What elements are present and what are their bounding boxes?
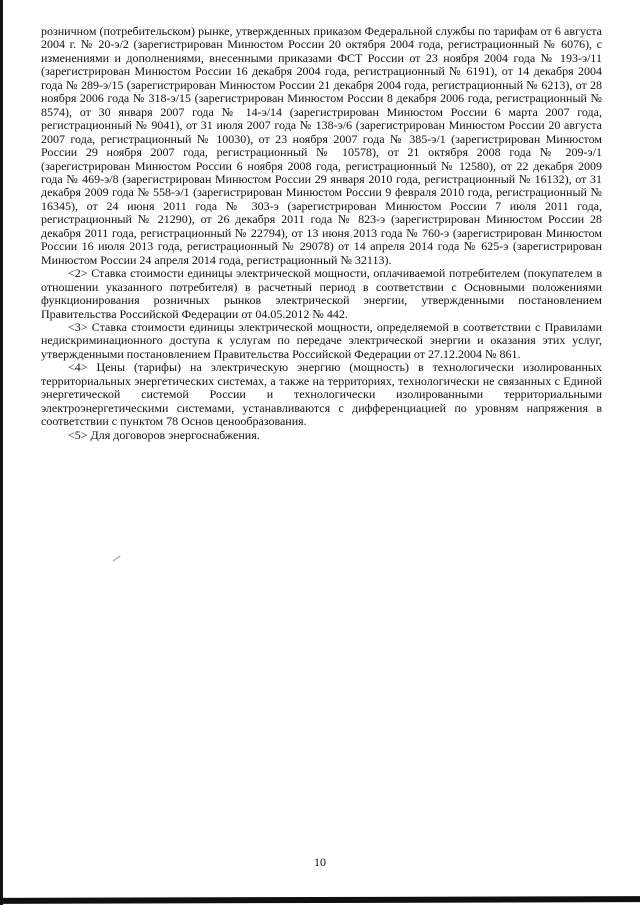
scan-artifact <box>113 556 121 562</box>
paragraph: <5> Для договоров энергоснабжения. <box>68 427 260 442</box>
scan-edge-left <box>0 0 3 905</box>
scan-edge-bottom <box>0 896 640 904</box>
page-number: 10 <box>314 855 326 869</box>
paragraph: розничном (потребительском) рынке, утвержденных приказом Федеральной службы по тарифам от 6 августа 2004 г. № 20-э/2 (зарегистрирован Минюстом России 20 октября 2004 года, регистрационный № 6076), с изменениями и дополнениями, внесенными приказами ФСТ России от 23 ноября 2004 года № 193-э/11 (зарегистрирован Минюстом России 16 декабря 2004 года, регистрационный № 6191), от 14 декабря 2004 года № 289-э/15 (зарегистрирован Минюстом России 21 декабря 2004 года, регистрационный № 6213), от 28 ноября 2006 года № 318-э/15 (зарегистрирован Минюстом России 8 декабря 2006 года, регистрационный № 8574), от 30 января 2007 года № 14-э/14 (зарегистрирован Минюстом России 6 марта 2007 года, регистрационный № 9041), от 31 июля 2007 года № 138-э/6 (зарегистрирован Минюстом России 20 августа 2007 года, регистрационный № 10030), от 23 ноября 2007 года № 385-э/1 (зарегистрирован Минюстом России 29 ноября 2007 года, регистрационный № 10578), от 21 октября 2008 года № 209-э/1 (зарегистрирован Минюстом России 6 ноября 2008 года, регистрационный № 12580), от 22 декабря 2009 года № 469-э/8 (зарегистрирован Минюстом России 29 января 2010 года, регистрационный № 16132), от 31 декабря 2009 года № 558-э/1 (зарегистрирован Минюстом России 9 февраля 2010 года, регистрационный № 16345), от 24 июня 2011 года № 303-э (зарегистрирован Минюстом России 7 июля 2011 года, регистрационный № 21290), от 26 декабря 2011 года № 823-э (зарегистрирован Минюстом России 28 декабря 2011 года, регистрационный № 22794), от 13 июня 2013 года № 760-э (зарегистрирован Минюстом России 16 июля 2013 года, регистрационный № 29078) от 14 апреля 2014 года № 625-э (зарегистрирован Минюстом России 24 апреля 2014 года, регистрационный № 32113). <box>41 24 602 267</box>
paragraph: <2> Ставка стоимости единицы электрической мощности, оплачиваемой потребителем (покупателем в отношении указанного потребителя) в расчетный период в соответствии с Основными положениями функционирования розничных рынков электрической энергии, утвержденными постановлением Правительства Российской Федерации от 04.05.2012 № 442. <box>41 266 602 321</box>
paragraph: <3> Ставка стоимости единицы электрической мощности, определяемой в соответствии с Правилами недискриминационного доступа к услугам по передаче электрической энергии и оказания этих услуг, утвержденными постановлением Правительства Российской Федерации от 27.12.2004 № 861. <box>41 319 602 361</box>
document-text <box>41 25 602 442</box>
paragraph: <4> Цены (тарифы) на электрическую энергию (мощность) в технологически изолированных территориальных энергетических системах, а также на территориях, технологически не связанных с Единой энергетической системой России и технологически изолированными территориальными электроэнергетическими системами, устанавливаются с дифференциацией по уровням напряжения в соответствии с пунктом 78 Основ ценообразования. <box>41 360 602 429</box>
